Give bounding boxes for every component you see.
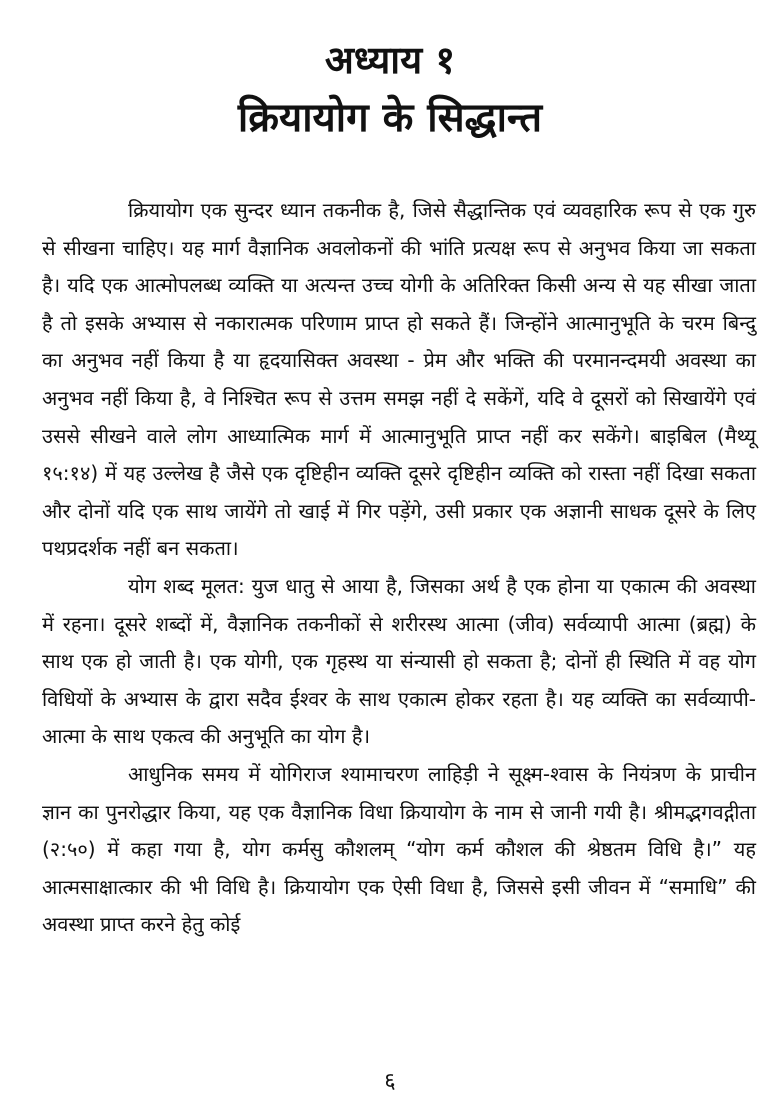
paragraph-3: आधुनिक समय में योगिराज श्यामाचरण लाहिड़ी ने सूक्ष्म-श्वास के नियंत्रण के प्राचीन ज्ञान का पुनरोद्धार किया, यह एक वैज्ञानिक विधा क्रियायोग के नाम से जानी गयी है। श्रीमद्भगवद्गीता (२:५०) में कहा गया है, योग कर्मसु कौशलम् “योग कर्म कौशल की श्रेष्ठतम विधि है।” यह आत्मसाक्षात्कार की भी विधि है। क्रियायोग एक ऐसी विधा है, जिससे इसी जीवन में “समाधि” की अवस्था प्राप्त करने हेतु कोई: [42, 761, 756, 937]
page-number: ६: [384, 1069, 396, 1094]
chapter-title: क्रियायोग के सिद्धान्त: [237, 95, 543, 141]
paragraph-2: योग शब्द मूलत: युज धातु से आया है, जिसका अर्थ है एक होना या एकात्म की अवस्था में रहना। दूसरे शब्दों में, वैज्ञानिक तकनीकों से शरीरस्थ आत्मा (जीव) सर्वव्यापी आत्मा (ब्रह्म) के साथ एक हो जाती है। एक योगी, एक गृहस्थ या संन्यासी हो सकता है; दोनों ही स्थिति में वह योग विधियों के अभ्यास के द्वारा सदैव ईश्वर के साथ एकात्म होकर रहता है। यह व्यक्ति का सर्वव्यापी-आत्मा के साथ एकत्व की अनुभूति का योग है।: [42, 573, 756, 749]
chapter-number-heading: अध्याय १: [324, 38, 456, 82]
chapter-body: [42, 192, 756, 944]
paragraph-1: क्रियायोग एक सुन्दर ध्यान तकनीक है, जिसे सैद्धान्तिक एवं व्यवहारिक रूप से एक गुरु से सीखना चाहिए। यह मार्ग वैज्ञानिक अवलोकनों की भांति प्रत्यक्ष रूप से अनुभव किया जा सकता है। यदि एक आत्मोपलब्ध व्यक्ति या अत्यन्त उच्च योगी के अतिरिक्त किसी अन्य से यह सीखा जाता है तो इसके अभ्यास से नकारात्मक परिणाम प्राप्त हो सकते हैं। जिन्होंने आत्मानुभूति के चरम बिन्दु का अनुभव नहीं किया है या हृदयासिक्त अवस्था - प्रेम और भक्ति की परमानन्दमयी अवस्था का अनुभव नहीं किया है, वे निश्चित रूप से उत्तम समझ नहीं दे सकेंगें, यदि वे दूसरों को सिखायेंगे एवं उससे सीखने वाले लोग आध्यात्मिक मार्ग में आत्मानुभूति प्राप्त नहीं कर सकेंगे। बाइबिल (मैथ्यू १५:१४) में यह उल्लेख है जैसे एक दृष्टिहीन व्यक्ति दूसरे दृष्टिहीन व्यक्ति को रास्ता नहीं दिखा सकता और दोनों यदि एक साथ जायेंगे तो खाई में गिर पड़ेंगे, उसी प्रकार एक अज्ञानी साधक दूसरे के लिए पथप्रदर्शक नहीं बन सकता।: [42, 198, 756, 561]
